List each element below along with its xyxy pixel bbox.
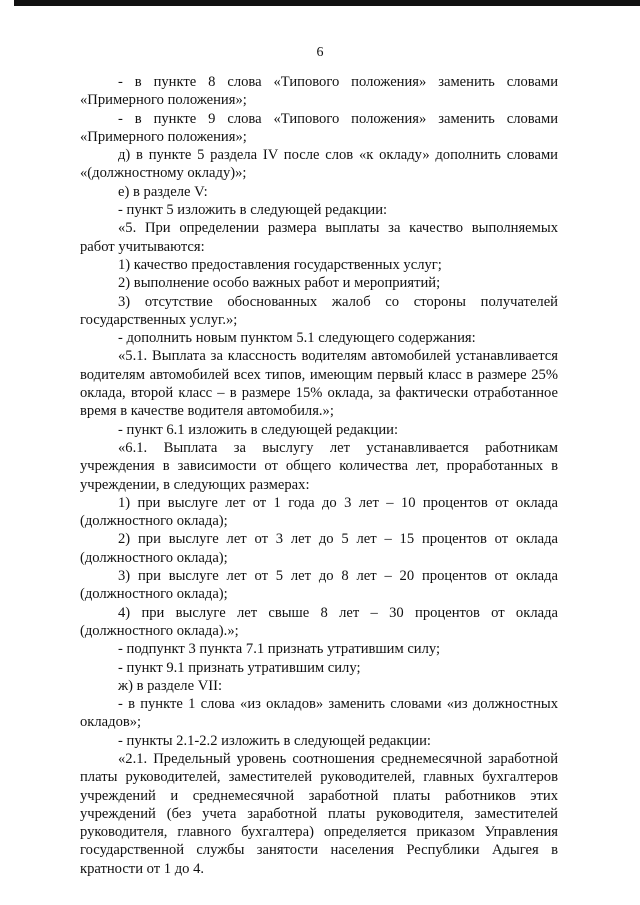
paragraph: - дополнить новым пунктом 5.1 следующего содержания:	[118, 330, 476, 347]
paragraph: 3) отсутствие обоснованных жалоб со стороны получателей государственных услуг.»;	[80, 293, 558, 328]
paragraph: - в пункте 8 слова «Типового положения» заменить словами «Примерного положения»;	[80, 74, 558, 109]
paragraph: д) в пункте 5 раздела IV после слов «к окладу» дополнить словами «(должностному окладу)»;	[80, 147, 558, 182]
document-body	[80, 73, 558, 878]
paragraph: - в пункте 9 слова «Типового положения» заменить словами «Примерного положения»;	[80, 110, 558, 145]
paragraph: - пункт 5 изложить в следующей редакции:	[118, 202, 388, 219]
paragraph: е) в разделе V:	[118, 183, 208, 200]
paragraph: - в пункте 1 слова «из окладов» заменить словами «из должностных окладов»;	[80, 696, 558, 731]
paragraph: 1) при выслуге лет от 1 года до 3 лет – 10 процентов от оклада (должностного оклада);	[80, 494, 558, 530]
paragraph: - пункты 2.1-2.2 изложить в следующей редакции:	[118, 732, 431, 749]
paragraph: 4) при выслуге лет свыше 8 лет – 30 процентов от оклада (должностного оклада).»;	[80, 604, 558, 639]
paragraph: - пункт 9.1 признать утратившим силу;	[118, 659, 361, 676]
paragraph: «5. При определении размера выплаты за качество выполняемых работ учитываются:	[80, 220, 558, 255]
paragraph: - пункт 6.1 изложить в следующей редакции:	[118, 421, 399, 438]
paragraph: - подпункт 3 пункта 7.1 признать утратившим силу;	[118, 641, 441, 658]
page-number: 6	[316, 45, 324, 60]
paragraph: 3) при выслуге лет от 5 лет до 8 лет – 20 процентов от оклада (должностного оклада);	[80, 568, 558, 603]
paragraph: 2) при выслуге лет от 3 лет до 5 лет – 15 процентов от оклада (должностного оклада);	[80, 531, 558, 566]
paragraph: 2) выполнение особо важных работ и мероприятий;	[118, 275, 441, 292]
paragraph: «2.1. Предельный уровень соотношения среднемесячной заработной платы руководителей, заместителей руководителей, главных бухгалтеров учреждений и среднемесячной заработной платы работников этих учреждений (без учета заработной платы руководителя, заместителей руководителя, главного бухгалтера) определяется приказом Управления государственной службы занятости населения Республики Адыгея в кратности от 1 до 4.	[80, 750, 558, 877]
paragraph: «6.1. Выплата за выслугу лет устанавливается работникам учреждения в зависимости от общего количества лет, проработанных в учреждении, в следующих размерах:	[80, 439, 558, 493]
paragraph: «5.1. Выплата за классность водителям автомобилей устанавливается водителям автомобилей всех типов, имеющим первый класс в размере 25% оклада, второй класс – в размере 15% оклада, за фактически отработанное время в качестве водителя автомобиля.»;	[80, 348, 558, 420]
paragraph: 1) качество предоставления государственных услуг;	[118, 256, 442, 273]
top-scan-border	[14, 0, 640, 6]
paragraph: ж) в разделе VII:	[118, 677, 223, 694]
